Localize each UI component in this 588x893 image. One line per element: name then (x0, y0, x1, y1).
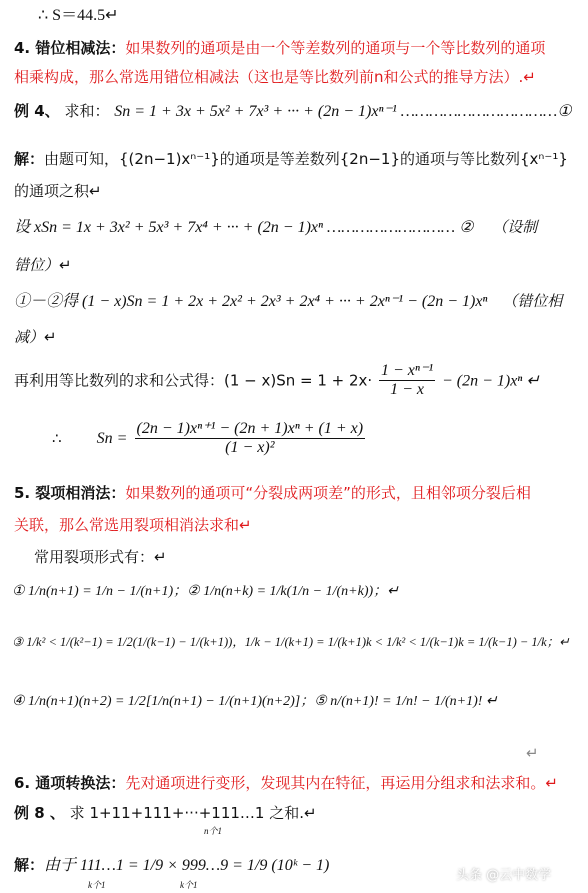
section-6-heading (14, 772, 558, 793)
result-fraction (135, 420, 366, 458)
split-form-3: ③ 1/k² < 1/(k²−1) = 1/2(1/(k−1) − 1/(k+1))，1/k − 1/(k+1) = 1/(k+1)k < 1/k² < 1/(k−1)k = 1/(k−1) − 1/k；↵ (12, 635, 570, 649)
section-5-heading (14, 482, 531, 503)
shifted-sum-formula: 设 xSn = 1x + 3x² + 5x³ + 7x⁴ + ··· + (2n − 1)xⁿ ……………………… ② (14, 219, 474, 236)
geom-sum-lead: 再利用等比数列的求和公式得：(1 − x)Sn = 1 + 2x· (14, 371, 373, 390)
solution-4-line-1 (14, 148, 568, 169)
example-8-line (14, 802, 317, 823)
solution-4-label: 解： (14, 150, 45, 168)
solution-4-line-3 (14, 214, 537, 237)
solution-8-line (14, 852, 329, 875)
therefore-symbol: ∴ (52, 429, 62, 448)
solution-8-underbrace-2: k个1 (180, 880, 198, 890)
watermark-text: 头条 @云中数学 (456, 868, 552, 883)
conclusion-line: ∴ S＝44.5↵ (38, 7, 119, 24)
geom-sum-fraction (379, 362, 435, 400)
subtract-line (14, 288, 562, 311)
section-4-title: 4. 错位相减法： (14, 39, 126, 57)
section-4-desc-2: 相乘构成，那么常选用错位相减法（这也是等比数列前n和公式的推导方法）.↵ (14, 68, 536, 86)
section-6-desc: 先对通项进行变形，发现其内在特征，再运用分组求和法求和。↵ (125, 774, 558, 792)
example-4-prompt: 求和： (64, 102, 110, 120)
subtract-note: （错位相 (502, 292, 563, 310)
example-4-label: 例 4、 (14, 102, 60, 120)
example-8-label: 例 8 、 (14, 804, 65, 822)
section-5-title: 5. 裂项相消法： (14, 484, 126, 502)
solution-8-formula: 由于 111…1 = 1/9 × 999…9 = 1/9 (10ᵏ − 1) (44, 857, 330, 874)
example-8-underbrace: n个1 (204, 826, 223, 836)
solution-4-line-2: 的通项之积↵ (14, 182, 102, 200)
example-4-line (14, 100, 572, 121)
split-form-4-5: ④ 1/n(n+1)(n+2) = 1/2[1/n(n+1) − 1/(n+1)(n+2)]；⑤ n/(n+1)! = 1/n! − 1/(n+1)! ↵ (12, 694, 498, 709)
geom-sum-denominator: 1 − x (390, 381, 425, 399)
section-4-desc-1: 如果数列的通项是由一个等差数列的通项与一个等比数列的通项 (125, 39, 546, 57)
section-5-desc-1: 如果数列的通项可“分裂成两项差”的形式，且相邻项分裂后相 (125, 484, 531, 502)
solution-4-text: 由题可知，{(2n−1)xⁿ⁻¹}的通项是等差数列{2n−1}的通项与等比数列{xⁿ⁻¹} (44, 150, 568, 168)
example-8-prompt: 求 1+11+111+···+111…1 之和.↵ (69, 804, 317, 822)
shifted-sum-note-2: 错位）↵ (14, 256, 72, 274)
result-denominator: (1 − x)² (225, 439, 275, 457)
solution-8-underbrace-1: k个1 (88, 880, 106, 890)
section-5-desc-2: 关联，那么常选用裂项相消法求和↵ (14, 516, 252, 534)
result-lhs: Sn = (96, 430, 128, 448)
return-mark: ↵ (526, 744, 539, 762)
result-numerator: (2n − 1)xⁿ⁺¹ − (2n + 1)xⁿ + (1 + x) (135, 420, 366, 439)
geom-sum-tail: − (2n − 1)xⁿ ↵ (441, 372, 540, 390)
geom-sum-numerator: 1 − xⁿ⁻¹ (379, 362, 435, 381)
shifted-sum-note: （设制 (492, 218, 538, 236)
geom-sum-line (14, 362, 540, 400)
subtract-formula: ①－②得 (1 − x)Sn = 1 + 2x + 2x² + 2x³ + 2x⁴ + ··· + 2xⁿ⁻¹ − (2n − 1)xⁿ (14, 293, 488, 310)
result-line (52, 420, 367, 458)
solution-8-label: 解： (14, 856, 45, 874)
section-6-title: 6. 通项转换法： (14, 774, 126, 792)
split-form-1-2: ① 1/n(n+1) = 1/n − 1/(n+1)；② 1/n(n+k) = 1/k(1/n − 1/(n+k))；↵ (12, 584, 399, 599)
section-4-heading (14, 37, 545, 58)
common-forms-label: 常用裂项形式有：↵ (34, 548, 167, 566)
example-4-formula: Sn = 1 + 3x + 5x² + 7x³ + ··· + (2n − 1)xⁿ⁻¹ ……………………………① (114, 103, 572, 120)
subtract-note-2: 减）↵ (14, 328, 57, 346)
